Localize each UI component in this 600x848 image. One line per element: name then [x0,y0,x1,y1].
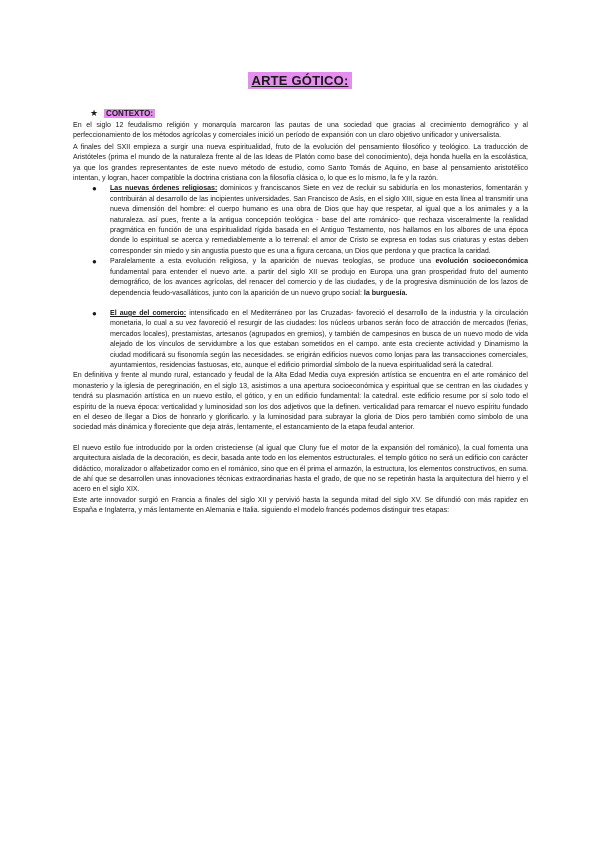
bullet-text: Paralelamente a esta evolución religiosa, y la aparición de nuevas teologías, se produce una [110,258,436,266]
bullet-text: fundamental para entender el nuevo arte. a partir del siglo XII se produjo en Europa una gran prosperidad fruto del aumento demográfico, de los avances agrícolas, del renacer del comercio y de las ciudades, y de la progresiva disminución de los lazos de dependencia feudo-vasalláticos, junto con la aparición de un nuevo grupo social: [110,268,528,297]
paragraph-estilo: El nuevo estilo fue introducido por la orden cristeciense (al igual que Cluny fue el motor de la expansión del románico), la cual fomenta una arquitectura aislada de la decoración, es decir, basada ante todo en los elementos estructurales. el templo gótico no será un edificio con carácter didáctico, moralizador o alfabetizador como en el románico, sino que en él prima el armazón, la estructura, los elementos constructivos, en suma. de ahí que se desarrollen unas innovaciones técnicas extraordinarias hasta el grado, de que no se repetirán hasta la arquitectura del hierro y el acero en el siglo XIX. [73,444,528,494]
list-item [73,309,528,371]
paragraph-spacer [73,434,528,444]
bullet-text: dominicos y franciscanos Siete en vez de recluir su sabiduría en los monasterios, fomentarán y contribuirán al desarrollo de las incipientes universidades. San Francisco de Asís, en el siglo XIII, sigue en esta línea al transmitir una nueva dimensión del hombre: el cuerpo humano es una obra de Dios que hay que respetar, al igual que a los animales y a la naturaleza. así pues, frente a la antigua concepción teológica - base del arte románico- que rechaza visceralmente la realidad pragmática en función de una espiritualidad rígida basada en el Antiguo Testamento, nos hallamos en los albores de una época donde lo espiritual se acerca y remediablemente a lo terrenal: el amor de Cristo se expresa en todas sus criaturas y estas deben corresponder sin miedo y sin angustia puesto que es una a figura cercana, un Dios que perdona y que practica la caridad. [110,185,528,255]
paragraph-intro: En el siglo 12 feudalismo religión y monarquía marcaron las pautas de una sociedad que gracias al crecimiento demográfico y al perfeccionamiento de los métodos agrícolas y comerciales inició un período de expansión con un claro objetivo unificador y universalista. [73,122,528,140]
bullet-bold-term: evolución socioeconómica [435,258,528,266]
paragraph-espiritualidad: A finales del SXII empieza a surgir una nueva espiritualidad, fruto de la evolución del pensamiento filosófico y teológico. La traducción de Aristóteles (prima el mundo de la naturaleza frente al de las Ideas de Platón como base del conocimiento), deja honda huella en la escolástica, ya que los grandes representantes de este nuevo método de estudio, como Santo Tomás de Aquino, en base al pensamiento aristotélico intentan, y logran, hacer compatible la doctrina cristiana con la filosofía clásica o, lo que es lo mismo, la fe y la razón. [73,143,528,183]
list-item [73,257,528,299]
paragraph-etapas: Este arte innovador surgió en Francia a finales del siglo XII y pervivió hasta la segunda mitad del siglo XV. Se difundió con más rapidez en España e Inglaterra, y más lentamente en Alemania e Italia. siguiendo el modelo francés podemos distinguir tres etapas: [73,496,528,515]
list-item [73,184,528,257]
document-body [73,108,528,517]
star-icon: ★ [90,108,99,118]
document-title: ARTE GÓTICO: [248,72,351,89]
paragraph-definitiva: En definitiva y frente al mundo rural, estancado y feudal de la Alta Edad Media cuya expresión artística se encuentra en el arte románico del monasterio y la iglesia de peregrinación, en el siglo 13, asistimos a una apertura socioeconómica y espiritual que se centran en las ciudades y tendrá su plasmación artística en un nuevo estilo, el gótico, y en un edificio fundamental: la catedral. este edificio resume por sí solo todo el espíritu de la nueva época: verticalidad y luminosidad son los dos adjetivos que la definen. verticalidad para remarcar el nuevo espíritu fundado en el deseo de llegar a Dios de honrarlo y glorificarlo. y la luminosidad para subrayar la gloria de Dios pero también como símbolo de una sociedad más dinámica y floreciente que deja atrás, lentamente, el estancamiento de la etapa feudal anterior. [73,372,528,432]
bullet-lead: Las nuevas órdenes religiosas: [110,185,218,193]
title-block [0,72,600,90]
bullet-icon: ● [92,308,97,318]
section-heading-label: CONTEXTO: [106,109,154,118]
context-bullet-list [73,184,528,371]
list-spacer [73,299,528,309]
bullet-icon: ● [92,184,97,194]
bullet-bold-term: la burguesía. [363,289,408,297]
bullet-text: intensificado en el Mediterráneo por las Cruzadas- favoreció el desarrollo de la industria y la circulación monetaria, lo cual a su vez favoreció el resurgir de las ciudades: los núcleos urbanos serán foco de atracción de mercados (ferias, mercados locales), prestamistas, artesanos (agrupados en gremios), y también de campesinos en busca de un nuevo modo de vida alejado de los vínculos de servidumbre a los que estaban sometidos en el campo. ante esta creciente actividad y Dinamismo la ciudad modificará su fisonomía según las necesidades. se erigirán edificios nuevos como lonjas para las transacciones comerciales, ayuntamientos, residencias fastuosas, etc, aunque el edificio primordial símbolo de la nueva espiritualidad será la catedral. [110,309,529,369]
bullet-icon: ● [92,257,97,267]
section-heading [90,108,528,120]
bullet-lead: El auge del comercio: [110,309,187,317]
